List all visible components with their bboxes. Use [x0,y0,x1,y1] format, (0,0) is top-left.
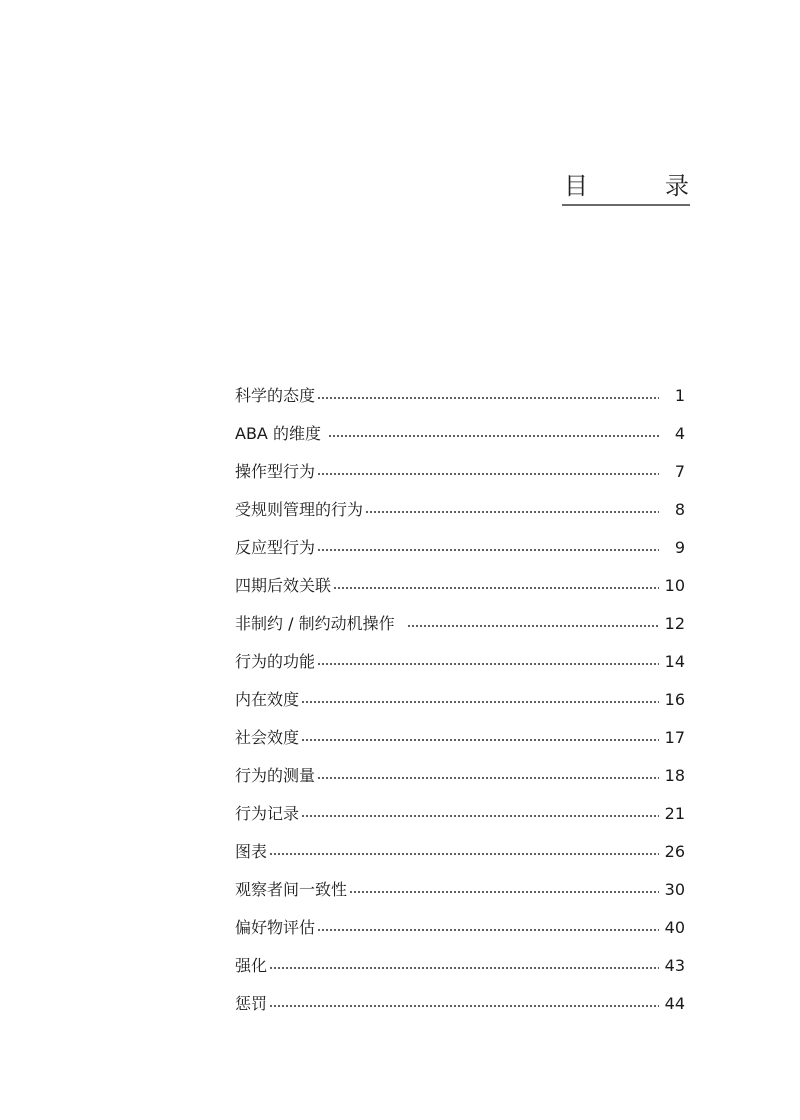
toc-entry-label: 偏好物评估 [235,918,316,937]
toc-entry-label: 惩罚 [235,994,268,1013]
toc-entry[interactable] [235,608,685,640]
toc-entry-label: 非制约 / 制约动机操作 [235,614,405,633]
toc-entry[interactable] [235,874,685,906]
title-char-1: 目 [564,172,588,200]
dot-leader [317,663,659,665]
toc-entry[interactable] [235,912,685,944]
toc-entry-label: 观察者间一致性 [235,880,348,899]
toc-entry[interactable] [235,380,685,412]
page-title [562,170,690,206]
title-char-2: 录 [665,172,689,200]
dot-leader [317,929,659,931]
dot-leader [301,701,659,703]
toc-entry[interactable] [235,532,685,564]
toc-entry-page: 1 [674,386,685,405]
toc-entry[interactable] [235,456,685,488]
toc-entry-page: 12 [664,614,685,633]
toc-entry[interactable] [235,760,685,792]
dot-leader [349,891,659,893]
toc-entry[interactable] [235,722,685,754]
toc-entry-page: 9 [674,538,685,557]
toc-entry[interactable] [235,798,685,830]
toc-entry-page: 43 [664,956,685,975]
toc-entry-label: 图表 [235,842,268,861]
dot-leader [301,815,659,817]
dot-leader [333,587,659,589]
toc-entry-page: 21 [664,804,685,823]
toc-entry[interactable] [235,684,685,716]
toc-entry[interactable] [235,494,685,526]
toc-entry-label: 社会效度 [235,728,300,747]
toc-entry[interactable] [235,950,685,982]
dot-leader [407,625,659,627]
dot-leader [269,1005,659,1007]
toc-entry-page: 7 [674,462,685,481]
dot-leader [317,777,659,779]
toc-entry[interactable] [235,646,685,678]
toc-entry-label: 操作型行为 [235,462,316,481]
toc-entry-label: 四期后效关联 [235,576,332,595]
toc-entry-label: 行为的功能 [235,652,316,671]
toc-entry-label: 强化 [235,956,268,975]
toc-entry-label: 科学的态度 [235,386,316,405]
toc-entry-label: 内在效度 [235,690,300,709]
toc-entry-label: ABA 的维度 [235,424,327,443]
dot-leader [328,435,659,437]
dot-leader [317,473,659,475]
toc-entry[interactable] [235,836,685,868]
dot-leader [269,853,659,855]
toc-entry-page: 10 [664,576,685,595]
dot-leader [317,549,659,551]
dot-leader [301,739,659,741]
toc-entry-page: 17 [664,728,685,747]
toc-entry[interactable] [235,570,685,602]
toc-entry-label: 反应型行为 [235,538,316,557]
toc-entry-page: 40 [664,918,685,937]
dot-leader [269,967,659,969]
toc-entry-page: 18 [664,766,685,785]
toc-entry-page: 44 [664,994,685,1013]
toc-entry[interactable] [235,418,685,450]
toc-entry-page: 8 [674,500,685,519]
toc-entry-page: 16 [664,690,685,709]
toc-entry-label: 行为的测量 [235,766,316,785]
toc-entry-page: 30 [664,880,685,899]
toc-entry-label: 行为记录 [235,804,300,823]
toc-entry-label: 受规则管理的行为 [235,500,364,519]
toc-entry-page: 14 [664,652,685,671]
toc-entry-page: 4 [674,424,685,443]
toc-entry-page: 26 [664,842,685,861]
toc-entry[interactable] [235,988,685,1020]
dot-leader [365,511,659,513]
dot-leader [317,397,659,399]
